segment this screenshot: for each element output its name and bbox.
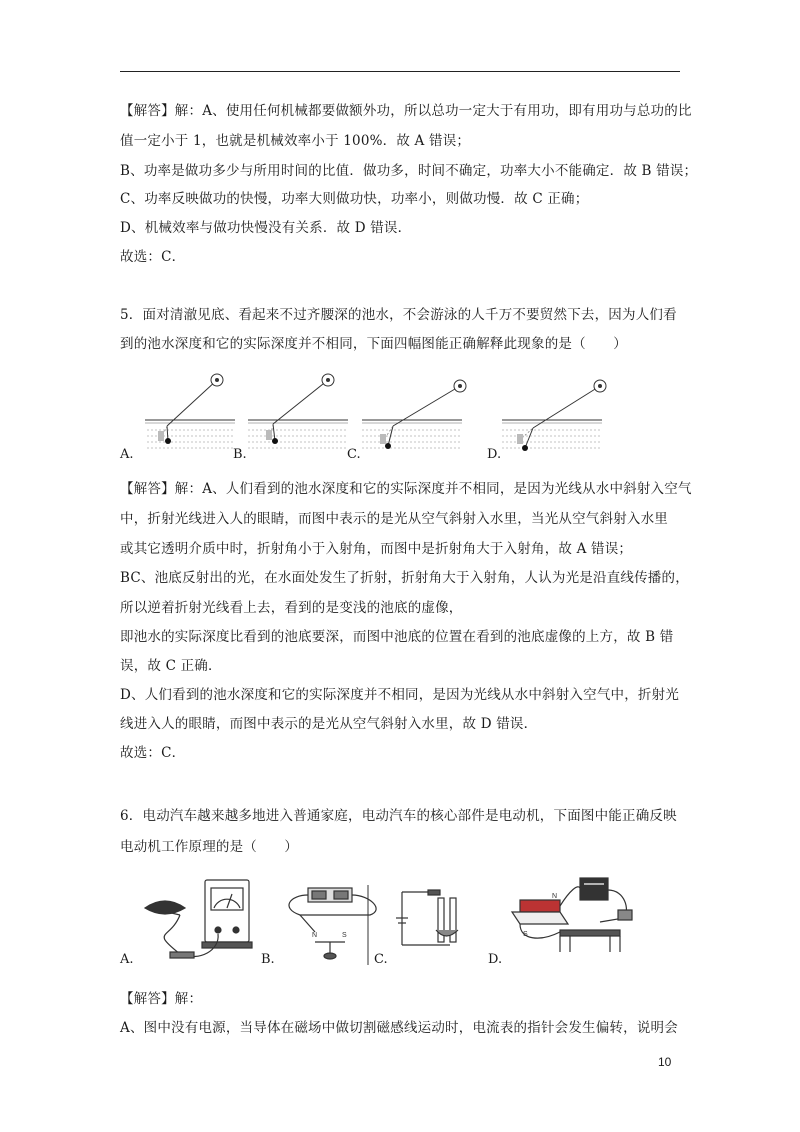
- text-line: 线进入人的眼睛，而图中表示的是光从空气斜射入水里，故 D 错误．: [120, 716, 538, 732]
- text-line: 误，故 C 正确．: [120, 658, 222, 674]
- text-line: 或其它透明介质中时，折射角小于入射角，而图中是折射角大于入射角，故 A 错误；: [120, 541, 633, 557]
- figure-a-galvanometer: [145, 880, 252, 958]
- text-line: 所以逆着折射光线看上去，看到的是变浅的池底的虚像，: [120, 600, 463, 616]
- text-line: D、人们看到的池水深度和它的实际深度并不相同，是因为光线从水中斜射入空气中，折射光: [120, 687, 680, 703]
- fig-label: S: [342, 932, 347, 939]
- option-label: D.: [488, 952, 503, 967]
- question-5-text: 5．面对清澈见底、看起来不过齐腰深的池水，不会游泳的人千万不要贸然下去，因为人们看: [120, 307, 677, 323]
- electromagnetism-figures: [140, 870, 660, 965]
- figure-d-motor: [512, 878, 632, 952]
- question-6-text: 电动机工作原理的是（ ）: [120, 839, 299, 855]
- page-number: 10: [658, 1055, 672, 1069]
- text-line: B、功率是做功多少与所用时间的比值．做功多，时间不确定，功率大小不能确定．故 B 错误；: [120, 163, 698, 179]
- text-line: A、图中没有电源，当导体在磁场中做切割磁感线运动时，电流表的指针会发生偏转，说明会: [120, 1020, 678, 1036]
- option-label: A.: [120, 952, 134, 967]
- option-label: D.: [487, 447, 502, 462]
- text-line: 故选：C．: [120, 745, 186, 761]
- fig-label: S: [523, 931, 528, 938]
- text-line: 【解答】解：: [120, 991, 203, 1007]
- figure-c-electrolysis: [396, 890, 458, 945]
- text-line: 【解答】解：A、使用任何机械都要做额外功，所以总功一定大于有用功，即有用功与总功的比: [120, 103, 692, 119]
- header-rule: [120, 71, 680, 72]
- text-line: 值一定小于 1，也就是机械效率小于 100%．故 A 错误；: [120, 133, 471, 149]
- text-line: 故选：C．: [120, 249, 186, 265]
- option-label: C.: [347, 447, 361, 462]
- option-label: A.: [120, 447, 134, 462]
- text-line: 【解答】解：A、人们看到的池水深度和它的实际深度并不相同，是因为光线从水中斜射入空气: [120, 481, 692, 497]
- question-6-text: 6．电动汽车越来越多地进入普通家庭，电动汽车的核心部件是电动机，下面图中能正确反映: [120, 808, 677, 824]
- figure-b-circuit: [289, 888, 376, 959]
- text-line: D、机械效率与做功快慢没有关系．故 D 错误．: [120, 220, 412, 236]
- fig-label: N: [552, 893, 558, 900]
- refraction-figures: [145, 368, 645, 463]
- fig-label: N: [312, 932, 318, 939]
- text-line: 中，折射光线进入人的眼睛，而图中表示的是光从空气斜射入水里，当光从空气斜射入水里: [120, 511, 668, 527]
- text-line: C、功率反映做功的快慢，功率大则做功快，功率小，则做功慢．故 C 正确；: [120, 191, 589, 207]
- option-label: C.: [374, 952, 388, 967]
- option-label: B.: [261, 952, 275, 967]
- text-line: 即池水的实际深度比看到的池底要深，而图中池底的位置在看到的池底虚像的上方，故 B 错: [120, 629, 674, 645]
- text-line: BC、池底反射出的光，在水面处发生了折射，折射角大于入射角，人认为光是沿直线传播的，: [120, 570, 689, 586]
- question-5-text: 到的池水深度和它的实际深度并不相同，下面四幅图能正确解释此现象的是（ ）: [120, 336, 627, 352]
- option-label: B.: [233, 447, 247, 462]
